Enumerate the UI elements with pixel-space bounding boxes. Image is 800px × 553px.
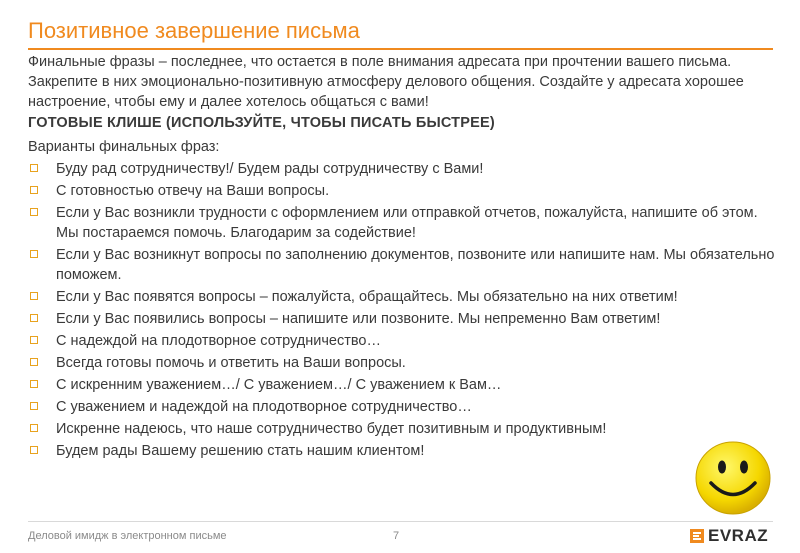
list-item — [28, 203, 778, 243]
page-number: 7 — [393, 530, 400, 542]
title-underline — [28, 48, 773, 50]
footer-text: Деловой имидж в электронном письме — [28, 530, 227, 542]
list-item — [28, 331, 778, 351]
list-item-text: Искренне надеюсь, что наше сотрудничество будет позитивным и продуктивным! — [56, 421, 607, 437]
list-item — [28, 397, 778, 417]
square-bullet-icon — [30, 446, 38, 454]
list-item-text: Всегда готовы помочь и ответить на Ваши вопросы. — [56, 355, 406, 371]
list-item — [28, 375, 778, 395]
list-item-text: Будем рады Вашему решению стать нашим клиентом! — [56, 443, 425, 459]
square-bullet-icon — [30, 336, 38, 344]
square-bullet-icon — [30, 208, 38, 216]
square-bullet-icon — [30, 164, 38, 172]
list-item-text: Если у Вас появятся вопросы – пожалуйста, обращайтесь. Мы обязательно на них ответим! — [56, 289, 678, 305]
list-item-text: Буду рад сотрудничеству!/ Будем рады сотрудничеству с Вами! — [56, 161, 484, 177]
list-item — [28, 159, 778, 179]
square-bullet-icon — [30, 186, 38, 194]
square-bullet-icon — [30, 424, 38, 432]
slide-title: Позитивное завершение письма — [28, 18, 360, 43]
list-item — [28, 309, 778, 329]
evraz-logo-icon — [690, 529, 704, 543]
list-item — [28, 441, 778, 461]
square-bullet-icon — [30, 380, 38, 388]
list-item-text: С надеждой на плодотворное сотрудничество… — [56, 333, 381, 349]
square-bullet-icon — [30, 292, 38, 300]
square-bullet-icon — [30, 402, 38, 410]
phrase-list — [28, 159, 778, 461]
list-item — [28, 287, 778, 307]
slide-content — [28, 52, 778, 463]
square-bullet-icon — [30, 358, 38, 366]
list-item-text: С искренним уважением…/ С уважением…/ С уважением к Вам… — [56, 377, 502, 393]
list-item-text: Если у Вас возникнут вопросы по заполнению документов, позвоните или напишите нам. Мы обязательно поможем. — [56, 247, 775, 283]
list-item-text: Если у Вас появились вопросы – напишите или позвоните. Мы непременно Вам ответим! — [56, 311, 661, 327]
logo-text: EVRAZ — [708, 526, 769, 545]
square-bullet-icon — [30, 314, 38, 322]
footer-rule — [28, 521, 773, 522]
smiley-face-icon — [694, 440, 772, 516]
list-item — [28, 181, 778, 201]
list-item-text: С готовностью отвечу на Ваши вопросы. — [56, 183, 330, 199]
subheading: ГОТОВЫЕ КЛИШЕ (ИСПОЛЬЗУЙТЕ, ЧТОБЫ ПИСАТЬ БЫСТРЕЕ) — [28, 115, 495, 131]
list-lead: Варианты финальных фраз: — [28, 139, 220, 155]
list-item-text: Если у Вас возникли трудности с оформлением или отправкой отчетов, пожалуйста, напишите об этом. Мы постараемся помочь. Благодарим за содействие! — [56, 205, 758, 241]
list-item — [28, 353, 778, 373]
evraz-logo — [690, 526, 768, 546]
intro-paragraph: Финальные фразы – последнее, что остается в поле внимания адресата при прочтении вашего письма. Закрепите в них эмоционально-позитивную атмосферу делового общения. Создайте у адресата хорошее настроение, чтобы ему и далее хотелось общаться с вами! — [28, 54, 744, 110]
list-item — [28, 419, 778, 439]
square-bullet-icon — [30, 250, 38, 258]
list-item — [28, 245, 778, 285]
list-item-text: С уважением и надеждой на плодотворное сотрудничество… — [56, 399, 472, 415]
